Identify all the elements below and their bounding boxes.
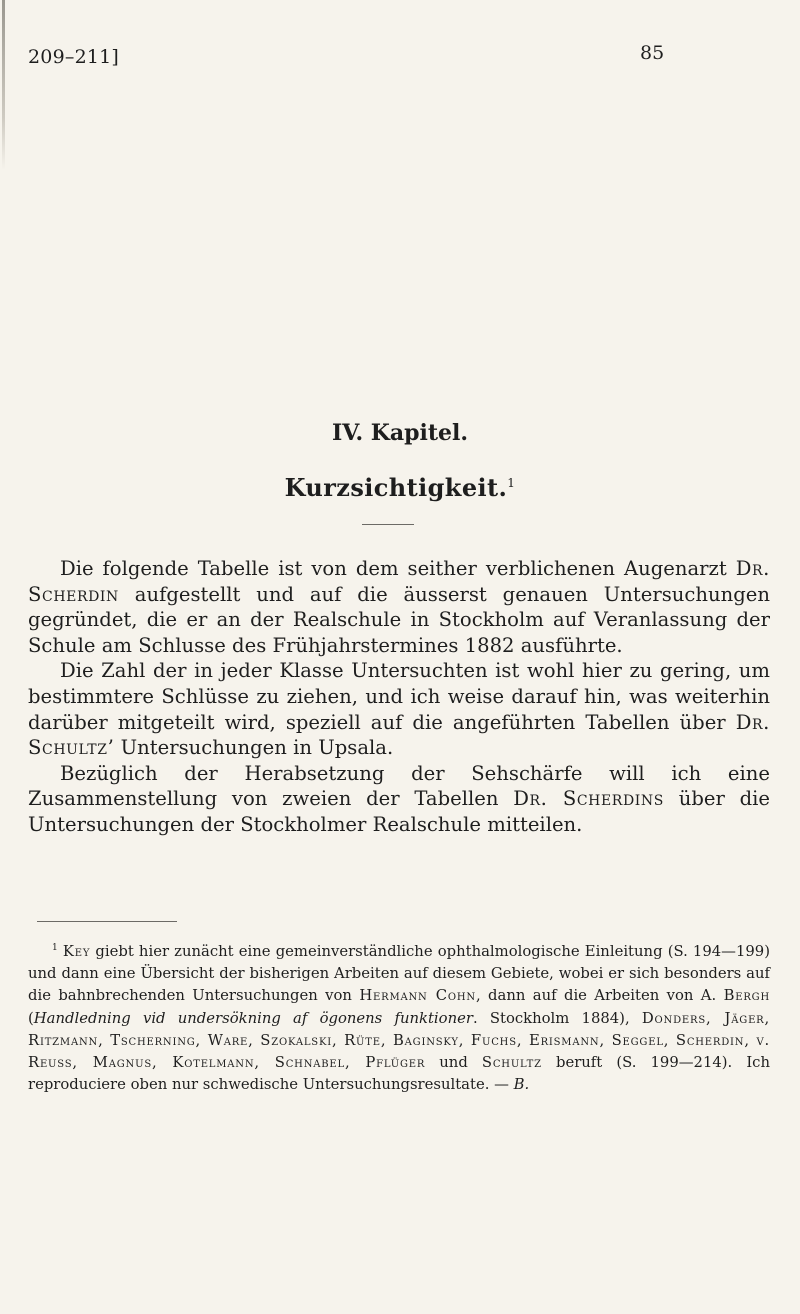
chapter-heading: IV. Kapitel. [331, 420, 469, 446]
book-title: Handledning vid undersökning af ögonens funktioner [33, 1009, 473, 1027]
paragraph-1-text-b: aufgestellt und auf die äusserst genauen Untersuchungen gegründet, die er an der Realschule in Stockholm auf Veranlassung der Schule am Schlusse des Frühjahrstermines 1882 ausführte. [28, 582, 770, 657]
person-name: Dr. Scherdins [513, 787, 664, 811]
paragraph-2 [28, 658, 770, 760]
title-divider [362, 524, 414, 525]
footnote-divider [37, 921, 177, 922]
paragraph-1 [28, 556, 770, 658]
page-edge-line [2, 0, 5, 170]
author-name: Key [62, 942, 91, 960]
person-name: Dr. Schultz’ [28, 710, 770, 760]
paragraph-3-text-a: Bezüglich der Herabsetzung der Sehschärfe will ich eine Zusammenstellung von zweien der Tabellen [28, 761, 770, 811]
footnote-reference: 1 [507, 476, 516, 490]
footnote [28, 937, 770, 1096]
author-name: Schultz [481, 1053, 542, 1071]
body-text [28, 556, 770, 838]
footnote-text-6: beruft (S. 199—214). Ich reproduciere oben nur schwedische Untersuchungsresultate. — [28, 1053, 771, 1094]
paragraph-3-text-b: über die Untersuchungen der Stockholmer Realschule mitteilen. [28, 787, 770, 836]
chapter-title [0, 473, 800, 502]
footnote-text-1: giebt hier zunächt eine gemeinverständliche ophthalmologische Einleitung (S. 194—199) und dann eine Übersicht der bisherigen Arbeiten auf diesem Gebiete, wobei er sich besonders auf die bahnbrechenden Untersuchungen von [28, 942, 770, 1005]
paragraph-2-text-a: Die Zahl der in jeder Klasse Untersuchten ist wohl hier zu gering, um bestimmtere Schlüsse zu ziehen, und ich weise darauf hin, was weiterhin darüber mitgeteilt wird, speziell auf die angeführten Tabellen über [28, 659, 770, 734]
footnote-signature: B. [513, 1076, 530, 1094]
person-name: Dr. Scherdin [28, 557, 770, 606]
author-name: Bergh [723, 987, 770, 1005]
page-number: 85 [640, 42, 665, 64]
footnote-text-5: und [425, 1053, 482, 1071]
paragraph-2-text-b: Untersuchungen in Upsala. [114, 736, 394, 760]
author-name: Hermann Cohn [359, 987, 476, 1005]
footnote-mark: 1 [52, 943, 58, 953]
footnote-text-4: . Stockholm 1884), [472, 1009, 642, 1027]
chapter-title-text: Kurzsichtigkeit. [284, 473, 508, 502]
author-list: Donders, Jäger, Ritzmann, Tscherning, Ware, Szokalski, Rüte, Baginsky, Fuchs, Erismann, Seggel, Scherdin, v. Reuss, Magnus, Kotelmann, Schnabel, Pflüger [28, 1009, 770, 1071]
footnote-text-2: , dann auf die Arbeiten von A. [475, 987, 724, 1005]
footnote-paragraph [28, 937, 770, 1096]
running-header-pages: 209–211] [28, 46, 120, 68]
footnote-text-3: ( [28, 1009, 34, 1027]
paragraph-3 [28, 761, 770, 838]
paragraph-1-text-a: Die folgende Tabelle ist von dem seither verblichenen Augenarzt [60, 557, 736, 580]
